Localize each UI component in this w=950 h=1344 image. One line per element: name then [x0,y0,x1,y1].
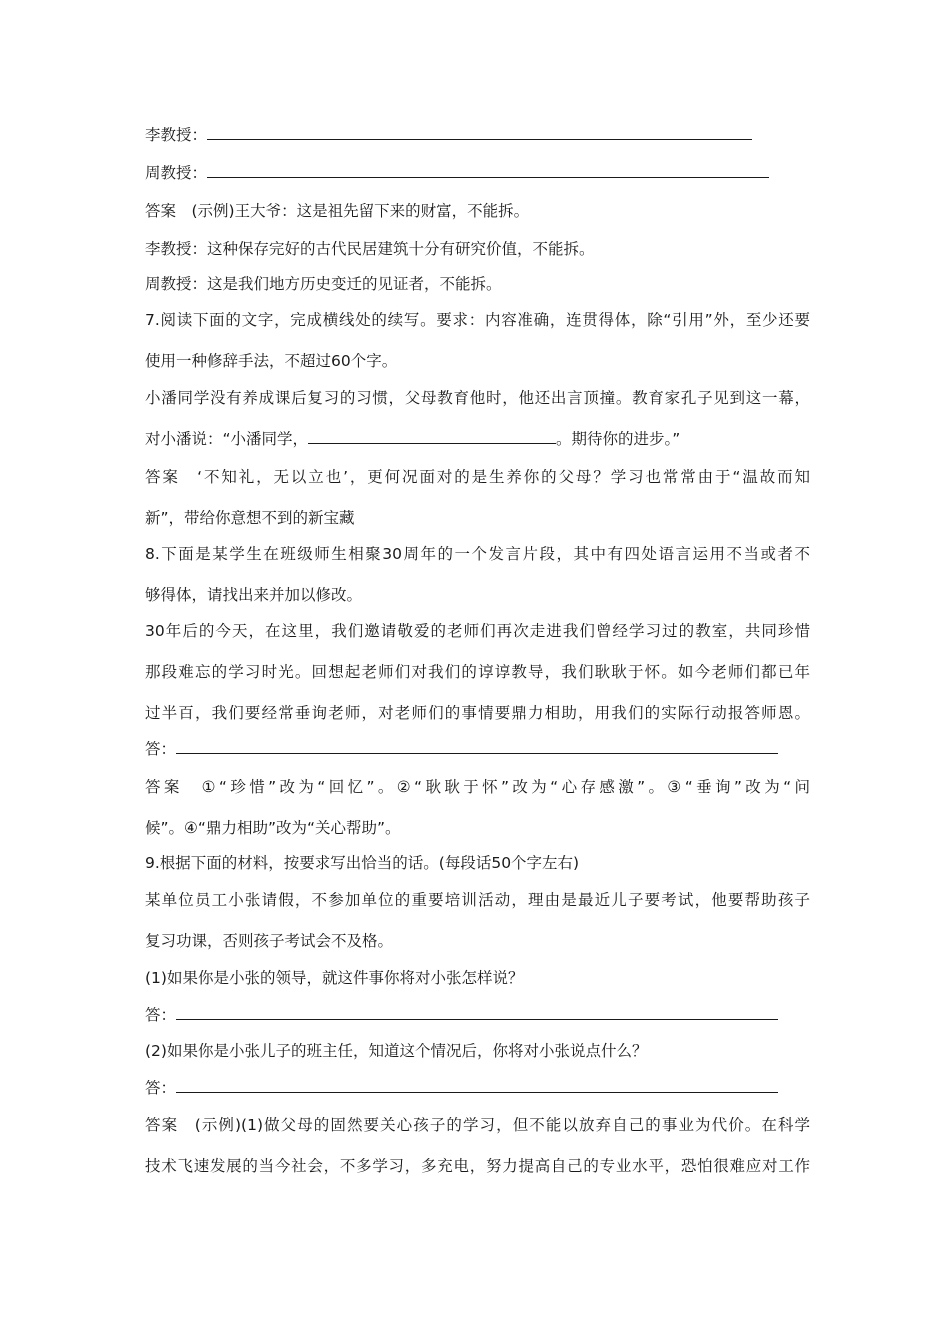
material-text: 某单位员工小张请假，不参加单位的重要培训活动，理由是最近儿子要考试，他要帮助孩子 [145,891,810,909]
answer-text: 答案 (示例)(1)做父母的固然要关心孩子的学习，但不能以放弃自己的事业为代价。在科学 [145,1116,810,1134]
answer-text: 答案 (示例)王大爷：这是祖先留下来的财富，不能拆。 [145,202,530,220]
passage-text: 那段难忘的学习时光。回想起老师们对我们的谆谆教导，我们耿耿于怀。如今老师们都已年 [145,663,810,681]
answer-line-zhou [145,162,810,184]
answer-label: 答： [145,1006,177,1024]
answer-line [145,1004,810,1026]
answer-text: 候”。④“鼎力相助”改为“关心帮助”。 [145,819,401,837]
passage-text: 30年后的今天，在这里，我们邀请敬爱的老师们再次走进我们曾经学习过的教室，共同珍惜 [145,622,810,640]
answer-blank[interactable] [207,124,752,140]
answer-line-li [145,124,810,146]
answer-text: 李教授：这种保存完好的古代民居建筑十分有研究价值，不能拆。 [145,240,595,258]
fill-in-prefix: 对小潘说：“小潘同学， [145,430,309,448]
speaker-label: 周教授： [145,164,208,182]
question-7-text: 使用一种修辞手法，不超过60个字。 [145,352,398,370]
answer-blank[interactable] [176,1004,778,1020]
question-7-text: 7.阅读下面的文字，完成横线处的续写。要求：内容准确，连贯得体，除“引用”外，至少还要 [145,311,810,329]
answer-text: 答案 ‘不知礼，无以立也’，更何况面对的是生养你的父母？学习也常常由于“温故而知 [145,468,810,486]
answer-blank[interactable] [176,738,778,754]
sub-question-2: (2)如果你是小张儿子的班主任，知道这个情况后，你将对小张说点什么？ [145,1042,648,1060]
question-8-text: 8.下面是某学生在班级师生相聚30周年的一个发言片段，其中有四处语言运用不当或者不 [145,545,810,563]
answer-label: 答： [145,1079,177,1097]
answer-text: 周教授：这是我们地方历史变迁的见证者，不能拆。 [145,275,502,293]
answer-line [145,738,810,760]
speaker-label: 李教授： [145,126,208,144]
passage-text: 小潘同学没有养成课后复习的习惯，父母教育他时，他还出言顶撞。教育家孔子见到这一幕， [145,389,810,407]
answer-label: 答： [145,740,177,758]
fill-in-line [145,428,810,450]
fill-in-blank[interactable] [308,428,556,444]
sub-question-1: (1)如果你是小张的领导，就这件事你将对小张怎样说？ [145,969,524,987]
passage-text: 过半百，我们要经常垂询老师，对老师们的事情要鼎力相助，用我们的实际行动报答师恩。 [145,704,810,722]
answer-text: 答案 ①“珍惜”改为“回忆”。②“耿耿于怀”改为“心存感激”。③“垂询”改为“问 [145,778,810,796]
answer-line [145,1077,810,1099]
question-8-text: 够得体，请找出来并加以修改。 [145,586,363,604]
answer-blank[interactable] [207,162,769,178]
material-text: 复习功课，否则孩子考试会不及格。 [145,932,394,950]
fill-in-suffix: 。期待你的进步。” [556,430,681,448]
answer-text: 技术飞速发展的当今社会，不多学习，多充电，努力提高自己的专业水平，恐怕很难应对工作 [145,1157,810,1175]
answer-blank[interactable] [176,1077,778,1093]
question-9-text: 9.根据下面的材料，按要求写出恰当的话。(每段话50个字左右) [145,854,580,872]
answer-text: 新”，带给你意想不到的新宝藏 [145,509,355,527]
